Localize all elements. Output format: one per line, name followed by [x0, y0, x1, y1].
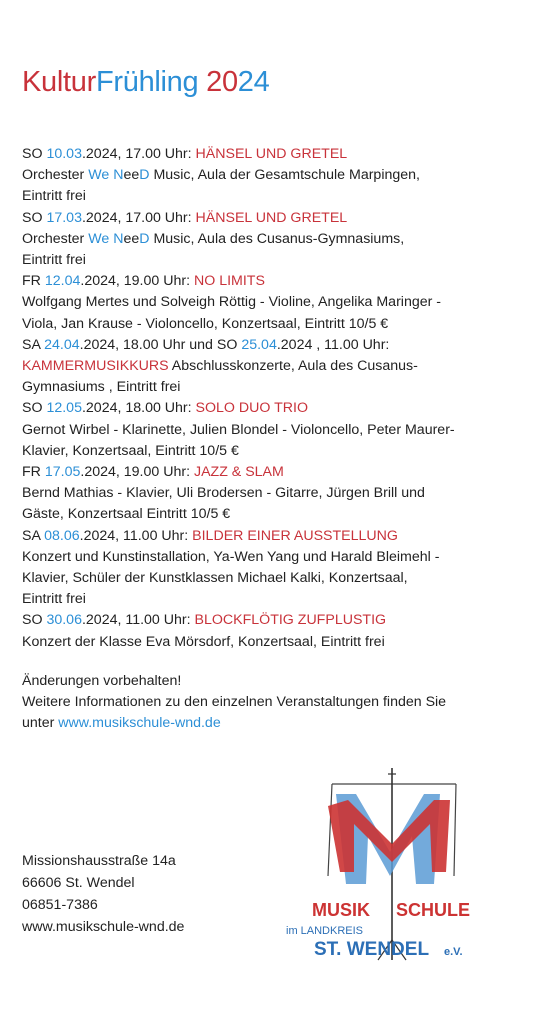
event-description: Konzert der Klasse Eva Mörsdorf, Konzertsaal, Eintritt frei: [22, 633, 385, 650]
event-description: Viola, Jan Krause - Violoncello, Konzertsaal, Eintritt 10/5 €: [22, 315, 389, 332]
title-year-b: 24: [237, 66, 270, 98]
musikschule-logo: [284, 764, 484, 964]
event-name: BILDER EINER AUSSTELLUNG: [192, 527, 398, 544]
event-header: FR 12.04.2024, 19.00 Uhr: NO LIMITS: [22, 273, 265, 290]
title-year-a: 20: [206, 66, 238, 98]
event-description: Eintritt frei: [22, 188, 86, 205]
event-description: Bernd Mathias - Klavier, Uli Brodersen - Gitarre, Jürgen Brill und: [22, 485, 425, 502]
page-title: [22, 66, 269, 99]
logo-text-stwendel: ST. WENDEL: [314, 939, 430, 960]
logo-text-ev: e.V.: [444, 946, 463, 958]
event-name: JAZZ & SLAM: [193, 464, 284, 481]
event-description: Eintritt frei: [22, 252, 86, 269]
notes-section: [22, 671, 522, 735]
website-link[interactable]: www.musikschule-wnd.de: [58, 715, 221, 732]
changes-note: Änderungen vorbehalten!: [22, 673, 182, 689]
event-description: Gymnasiums , Eintritt frei: [22, 379, 181, 396]
address-city: 66606 St. Wendel: [22, 875, 135, 891]
event-description: Gernot Wirbel - Klarinette, Julien Blondel - Violoncello, Peter Maurer-: [22, 421, 455, 438]
address-block: [22, 850, 184, 938]
logo-text-schule: SCHULE: [396, 900, 471, 920]
logo-text-musik: MUSIK: [312, 900, 370, 920]
event-name: BLOCKFLÖTIG ZUFPLUSTIG: [194, 612, 387, 629]
event-header: SO 17.03.2024, 17.00 Uhr: HÄNSEL UND GRETEL: [22, 209, 348, 226]
event-name: KAMMERMUSIKKURS: [22, 358, 169, 375]
event-header: SO 30.06.2024, 11.00 Uhr: BLOCKFLÖTIG ZUFPLUSTIG: [22, 612, 387, 629]
event-name: SOLO DUO TRIO: [195, 400, 309, 417]
event-header: SA 08.06.2024, 11.00 Uhr: BILDER EINER AUSSTELLUNG: [22, 527, 398, 544]
event-list: [22, 144, 522, 653]
event-description: Wolfgang Mertes und Solveigh Röttig - Violine, Angelika Maringer -: [22, 294, 442, 311]
event-header: FR 17.05.2024, 19.00 Uhr: JAZZ & SLAM: [22, 464, 284, 481]
title-fruehling: Frühling: [95, 66, 199, 98]
event-description: Klavier, Schüler der Kunstklassen Michael Kalki, Konzertsaal,: [22, 570, 408, 587]
event-description: Eintritt frei: [22, 591, 86, 608]
event-description: Gäste, Konzertsaal Eintritt 10/5 €: [22, 506, 231, 523]
event-description: Konzert und Kunstinstallation, Ya-Wen Yang und Harald Bleimehl -: [22, 548, 440, 565]
info-note-link-line: unter www.musikschule-wnd.de: [22, 715, 221, 732]
address-street: Missionshausstraße 14a: [22, 853, 176, 869]
address-phone: 06851-7386: [22, 897, 98, 913]
event-description: Klavier, Konzertsaal, Eintritt 10/5 €: [22, 442, 239, 459]
event-header: SO 12.05.2024, 18.00 Uhr: SOLO DUO TRIO: [22, 400, 309, 417]
event-description: Orchester We NeeD Music, Aula der Gesamtschule Marpingen,: [22, 167, 420, 184]
event-header: SA 24.04.2024, 18.00 Uhr und SO 25.04.2024 , 11.00 Uhr:: [22, 336, 390, 353]
event-description: Orchester We NeeD Music, Aula des Cusanus-Gymnasiums,: [22, 230, 405, 247]
event-name: NO LIMITS: [193, 273, 265, 290]
title-kultur: Kultur: [22, 66, 96, 98]
event-name: HÄNSEL UND GRETEL: [195, 209, 348, 226]
address-web[interactable]: www.musikschule-wnd.de: [22, 919, 185, 935]
event-name: HÄNSEL UND GRETEL: [195, 146, 348, 162]
logo-text-im: im LANDKREIS: [286, 925, 364, 937]
event-header: SO 10.03.2024, 17.00 Uhr: HÄNSEL UND GRETEL: [22, 146, 348, 162]
info-note: Weitere Informationen zu den einzelnen Veranstaltungen finden Sie: [22, 694, 447, 711]
event-description: KAMMERMUSIKKURS Abschlusskonzerte, Aula des Cusanus-: [22, 358, 418, 375]
